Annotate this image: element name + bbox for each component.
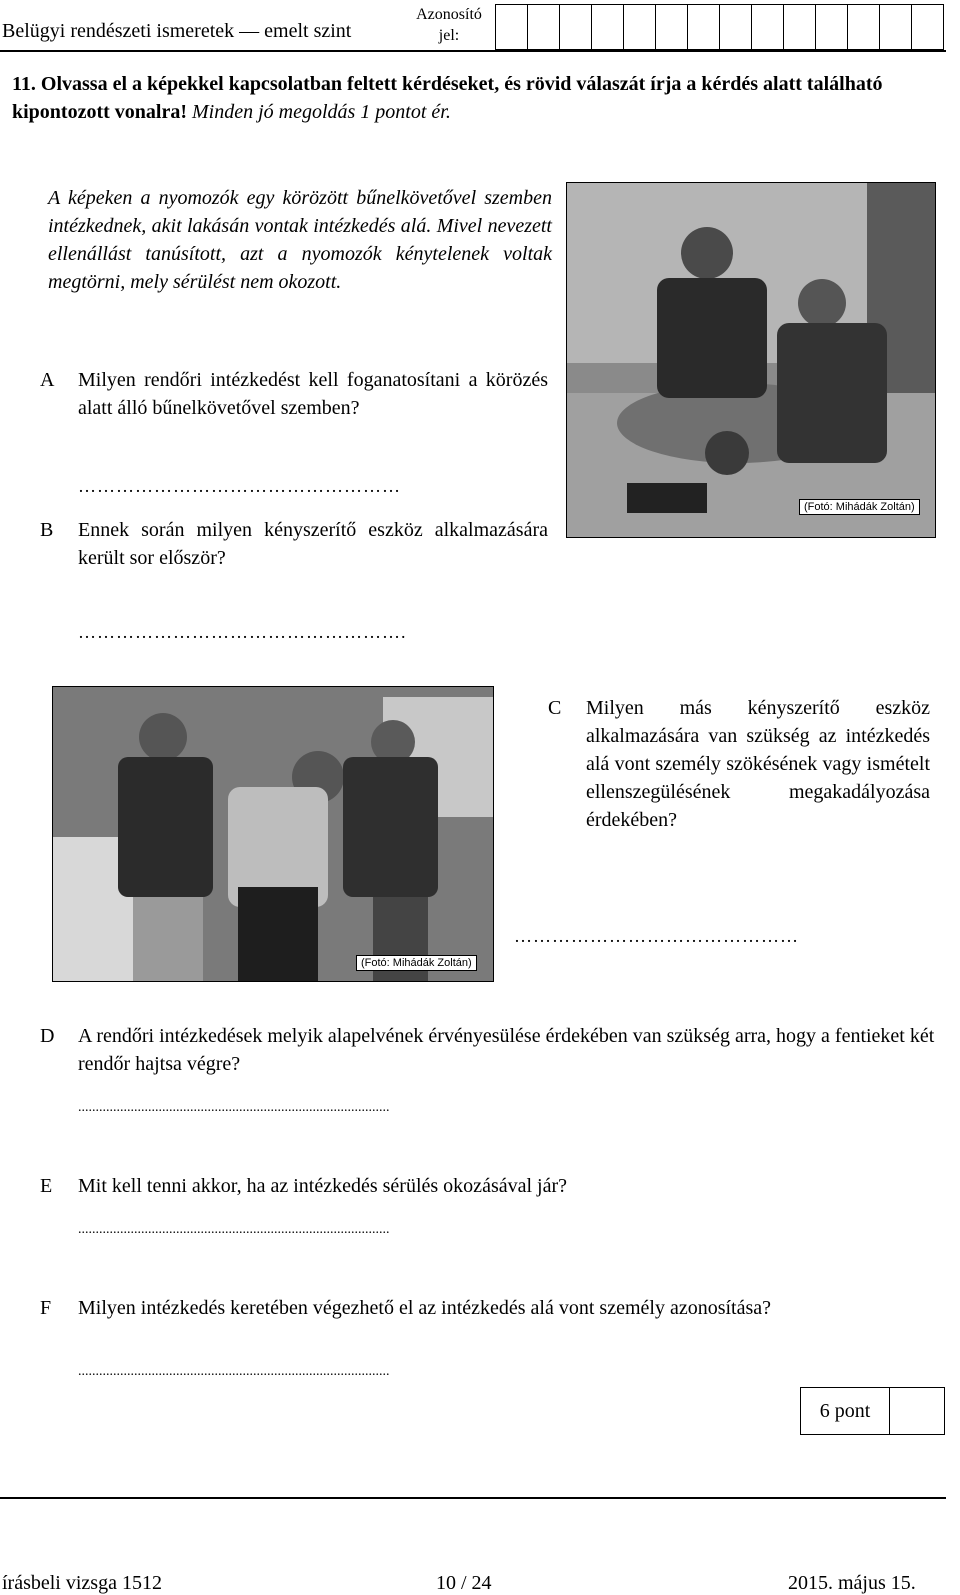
id-label-line2: jel: <box>438 27 460 44</box>
id-box[interactable] <box>495 4 528 50</box>
answer-line-d[interactable]: ......................................................................................... <box>78 1100 390 1115</box>
question-letter: B <box>40 519 54 541</box>
question-letter: C <box>548 697 562 719</box>
footer-page-number: 10 / 24 <box>436 1572 492 1594</box>
id-label-line1: Azonosító <box>416 6 482 23</box>
id-box[interactable] <box>815 4 848 50</box>
question-c <box>548 694 930 834</box>
question-letter: E <box>40 1175 53 1197</box>
question-letter: F <box>40 1297 52 1319</box>
score-entry-box[interactable] <box>890 1388 944 1434</box>
id-box[interactable] <box>559 4 592 50</box>
question-text: Milyen intézkedés keretében végezhető el az intézkedés alá vont személy azonosítása? <box>78 1297 772 1319</box>
question-text: Milyen rendőri intézkedést kell foganatosítani a körözés alatt álló bűnelkövetővel szemben? <box>78 369 548 419</box>
question-f <box>40 1294 936 1322</box>
score-label: 6 pont <box>801 1388 890 1434</box>
id-label <box>412 4 486 46</box>
id-box[interactable] <box>911 4 944 50</box>
photo-arrest-handcuffs <box>52 686 494 982</box>
score-box <box>800 1387 945 1435</box>
task-instruction <box>12 70 942 126</box>
footer-date: 2015. május 15. <box>788 1572 916 1594</box>
question-e <box>40 1172 936 1200</box>
id-box[interactable] <box>655 4 688 50</box>
id-box[interactable] <box>751 4 784 50</box>
photo-caption-2: (Fotó: Mihádák Zoltán) <box>356 955 477 971</box>
id-box[interactable] <box>687 4 720 50</box>
id-box[interactable] <box>847 4 880 50</box>
question-text: Mit kell tenni akkor, ha az intézkedés sérülés okozásával jár? <box>78 1175 568 1197</box>
id-box[interactable] <box>623 4 656 50</box>
answer-line-c[interactable]: ……………………………………… <box>514 926 799 946</box>
question-a <box>40 366 548 422</box>
footer-rule <box>0 1497 946 1499</box>
photo-illustration-2 <box>53 687 493 981</box>
question-text: Ennek során milyen kényszerítő eszköz alkalmazására került sor először? <box>78 519 548 569</box>
footer-exam-code: írásbeli vizsga 1512 <box>2 1572 162 1594</box>
id-box[interactable] <box>591 4 624 50</box>
id-box[interactable] <box>527 4 560 50</box>
photo-arrest-floor <box>566 182 936 538</box>
question-letter: D <box>40 1025 55 1047</box>
answer-line-b[interactable]: ……………………………………………. <box>78 622 407 642</box>
question-b <box>40 516 548 572</box>
id-box[interactable] <box>719 4 752 50</box>
question-text: A rendőri intézkedések melyik alapelvének érvényesülése érdekében van szükség arra, hogy a fentieket két rendőr hajtsa végre? <box>78 1025 935 1075</box>
intro-text: A képeken a nyomozók egy körözött bűnelkövetővel szemben intézkednek, akit lakásán vontak intézkedés alá. Mivel nevezett ellenállást tanúsított, azt a nyomozók kénytelenek voltak megtörni, mely sérülést nem okozott. <box>48 187 552 293</box>
id-box[interactable] <box>783 4 816 50</box>
question-d <box>40 1022 936 1078</box>
answer-line-a[interactable]: …………………………………………… <box>78 476 401 496</box>
header-title: Belügyi rendészeti ismeretek — emelt szint <box>2 20 352 42</box>
id-box[interactable] <box>879 4 912 50</box>
question-letter: A <box>40 369 55 391</box>
answer-line-e[interactable]: ......................................................................................... <box>78 1222 390 1237</box>
photo-illustration-1 <box>567 183 935 537</box>
id-boxes <box>496 4 944 50</box>
photo-caption-1: (Fotó: Mihádák Zoltán) <box>799 499 920 515</box>
task-italic: Minden jó megoldás 1 pontot ér. <box>192 101 451 123</box>
header-rule <box>0 50 946 52</box>
question-text: Milyen más kényszerítő eszköz alkalmazására van szükség az intézkedés alá vont személy szökésének vagy ismételt ellenszegülésének megakadályozása érdekében? <box>586 697 930 831</box>
answer-line-f[interactable]: ......................................................................................... <box>78 1364 390 1379</box>
task-bold: 11. Olvassa el a képekkel kapcsolatban feltett kérdéseket, és rövid válaszát írja a kérdés alatt található kipontozott vonalra! <box>12 73 883 123</box>
